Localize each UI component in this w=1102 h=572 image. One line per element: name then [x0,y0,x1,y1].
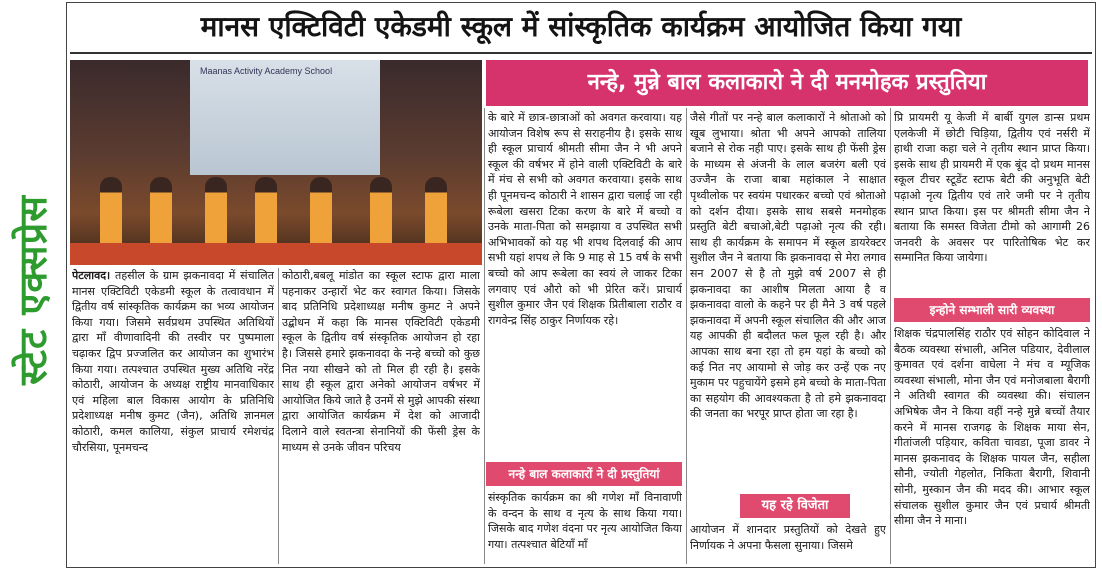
column-text: तहसील के ग्राम झकनावदा में संचालित मानस एक्टिविटी एकेडमी स्कूल के तत्वावधान में द्वितीय वर्ष सांस्कृतिक कार्यक्रम का भव्य आयोजन किया गया। जिसमे सर्वप्रथम उपस्थित अतिथियों द्वारा माँ वीणावादिनी की तस्वीर पर पुष्पमाला चढ़ाकर द्विप प्रज्जलित कर आयोजन का शुभारंभ किया गया। तत्पश्चात उपस्थित मुख्य अतिथि नरेंद्र कोठारी, आयोजन के अध्यक्ष राष्ट्रीय मानवाधिकार एवं महिला बाल विकास आयोग के प्रतिनिधि प्रदेशाध्यक्ष मनीष कुमट (जैन), अतिथि ज्ञानमल कोठारी, कमल कालिया, संकुल प्राचार्य रमेशचंद्र चौरसिया, पूनमचन्द [72,269,274,454]
column-text: के बारे में छात्र-छात्राओं को अवगत करवाया। यह आयोजन विशेष रूप से सराहनीय है। इसके साथ ही स्कूल प्राचार्य श्रीमती सीमा जैन ने भी अपने स्कूल की वर्षभर में होने वाली एक्टिविटी के बारे में मंच से सभी को अवगत करवाया। इसके साथ ही पूनमचन्द कोठारी ने शासन द्वारा चलाई जा रही रूबेला खसरा टिका करण के बारे में बच्चो व उनके माता-पिता को समझाया व उपस्थित सभी अभिभावकों को यह भी शपथ दिलवाई की आप सभी यहां शपथ ले कि 9 माह से 15 वर्ष के सभी बच्चो को आप रूबेला का स्वयं ले जाकर टिका लगवाए एवं औरो को भी प्रेरित करें। प्राचार्य सुशील कुमार जैन एवं शिक्षक प्रितीबाला राठौर व रागवेन्द्र सिंह ठाकुर निर्णायक रहे। [488,111,682,327]
article-column-2 [282,268,480,566]
column-text: प्रि प्रायमरी यू केजी में बार्बी युगल डान्स प्रथम एलकेजी में छोटी चिड़िया, द्वितीय एवं नर्सरी में हाथी राजा कहा चले ने तृतीय स्थान प्राप्त किया। इसके साथ ही प्रायमरी में एक बूंद दो प्रथम मानस स्कूल टीचर स्टूडेंट स्टाफ बेटी की अनुभूति बेटी पढ़ाओ नृत्य द्वितीय एवं तारे जमी पर ने तृतीय स्थान प्राप्त किया। इस पर श्रीमती सीमा जैन ने बताया कि समस्त विजेता टीमो को आगामी 26 जनवरी के अवसर पर पारितोषिक भेट कर सम्मानित किया जायेगा। [894,111,1090,265]
dancer-figure [150,177,172,247]
column-text: जैसे गीतों पर नन्हे बाल कलाकारों ने श्रोताओ को खूब लुभाया। श्रोता भी अपने आपको तालिया बजाने से रोक नही पाए। इसके साथ ही फेंसी ड्रेस के माध्यम से अंजनी के लाल बजरंग बली एवं उज्जैन के राजा बाबा महांकाल ने साक्षात पृथ्वीलोक पर स्वयंम पधारकर बच्चो एवं श्रोताओ को दर्शन दीया। इसके साथ सबसे मनमोहक प्रस्तुति बेटी बचाओ,बेटी पढ़ाओ नृत्य की रही। साथ ही कार्यक्रम के समापन में स्कूल डायरेक्टर सुशील जैन ने बताया कि झकनावदा से मेरा लगाव सन 2007 से है तो मुझे वर्ष 2007 से ही झकनावदा का आशीष मिलता आया है व झकनावदा वालो के कहने पर ही मैने 3 वर्ष पहले झकनावदा में अपनी स्कूल संचालित की और आज यह आपकी ही बदौलत फल फूल रही है। और आपका साथ बना रहा तो हम यहां के बच्चो को कई नित नए आयामो से जोड़ कर उन्हें एक नए मुकाम पर पहुचायेंगे इसमे हमे बच्चो के माता-पिता का सहयोग की आवश्यकता है तो हमे झकनावदा की जनता का भरपूर प्राप्त होता जा रहा है। [690,111,886,421]
column-text: शिक्षक चंद्रपालसिंह राठौर एवं सोहन कोदिवाल ने बैठक व्यवस्था संभाली, अनिल पडियार, देवीलाल कुमावत एवं दर्शना वाघेला ने मंच व म्यूजिक व्यवस्था संभाली, मोना जैन एवं मनोजबाला बैरागी ने अतिथी स्वागत की व्यवस्था की। संचालन अभिषेक जैन ने किया वहीं नन्हे मुन्ने बच्चों तैयार करने में मानस राजगढ़ के शिक्षक माया सेन, गीतांजली पड़ियार, कविता चावडा, पूजा डावर ने मानस झकनावद के शिक्षक पायल जैन, सहीला सौनी, ज्योती गेहलोत, निकिता बैरागी, शिवानी सोनी, मुस्कान जैन की मदद की। आभार स्कूल संचालक सुशील कुमार जैन एवं प्रचार्य श्रीमती सीमा जैन ने माना। [894,327,1090,528]
column-divider [890,108,891,564]
dancer-figure [255,177,277,247]
column-text: आयोजन में शानदार प्रस्तुतियों को देखते हुए निर्णायक ने अपना फैसला सुनाया। जिसमे [690,523,886,552]
dateline: पेटलावद। [72,269,111,282]
column-text: संस्कृतिक कार्यक्रम का श्री गणेश माँ विनावाणी के वन्दन के साथ व नृत्य के साथ किया गया। जिसके बाद गणेश वंदना पर नृत्य आयोजित किया गया। तत्पश्चात बेटियाँ माँ [488,491,682,551]
dancer-figure [310,177,332,247]
dancer-figure [205,177,227,247]
headline: मानस एक्टिविटी एकेडमी स्कूल में सांस्कृतिक कार्यक्रम आयोजित किया गया [200,10,962,43]
column-text: कोठारी,बबलू मांडोत का स्कूल स्टाफ द्वारा माला पहनाकर उन्हारों भेट कर स्वागत किया। जिसके बाद प्रतिनिधि प्रदेशाध्यक्ष मनीष कुमट ने अपने उद्बोधन में कहा कि मानस एक्टिविटी एकेडमी स्कूल के द्वितीय वर्ष संस्कृतिक आयोजन हो रहा है। जिससे हमारे झकनावदा के नन्हे बच्चो को कुछ नित नया सीखने को तो मिल ही रही है। इसके साथ ही स्कूल द्वारा अनेको आयोजन वर्षभर में आयोजित किये जाते है उनमें से मुझे आपकी संस्था द्वारा आयोजित कार्यक्रम में देश को आजादी दिलाने वाले स्वतन्त्रा सेनानियों की फेंसी ड्रेस के माध्यम से उनके जीवन परिचय [282,269,480,454]
article-column-4 [690,110,886,488]
banner-text: Maanas Activity Academy School [200,66,333,76]
event-photo [70,60,482,265]
headline-rule [70,52,1092,54]
section-heading: यह रहे विजेता [740,494,850,518]
dancer-figure [425,177,447,247]
article-column-1 [72,268,274,566]
dancer-figure [100,177,122,247]
section-heading: इन्होने सम्भाली सारी व्यवस्था [894,298,1090,322]
article-column-5-continued [894,326,1090,566]
column-divider [686,108,687,564]
masthead-title: स्टेट एक्सप्रेस [11,195,55,385]
article-column-5 [894,110,1090,296]
article-column-3 [488,110,682,460]
column-divider [278,268,279,564]
subheadline: नन्हे, मुन्ने बाल कलाकारो ने दी मनमोहक प्रस्तुतिया [486,60,1088,106]
section-heading: नन्हे बाल कलाकारों ने दी प्रस्तुतियां [486,462,682,486]
article-column-4-continued [690,522,886,566]
column-divider [484,108,485,564]
stage-floor [70,243,482,265]
article-column-3-continued [488,490,682,566]
masthead [0,0,64,572]
stage-banner [190,60,380,175]
dancer-figure [370,177,392,247]
